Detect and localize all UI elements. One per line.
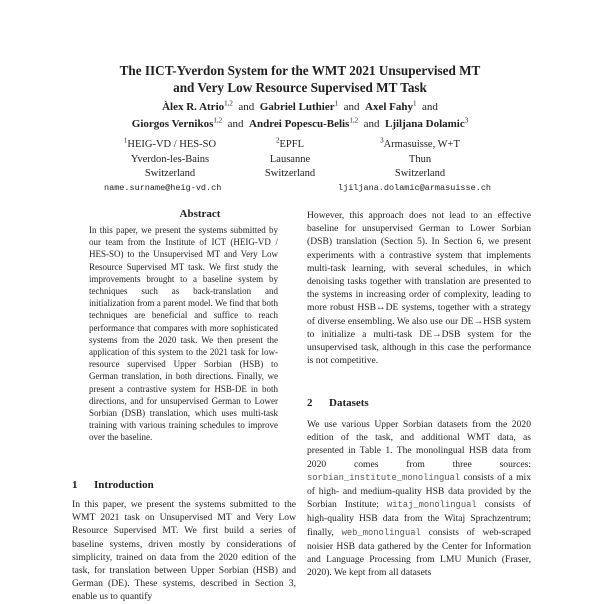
title-line-2: and Very Low Resource Supervised MT Task [173,80,427,95]
introduction-text: In this paper, we present the systems submitted to the WMT 2021 task on Unsupervised MT and Very Low Resource Supervised MT. We first build a series of baseline systems, driven mostly by considerations of simplicity, trained on data from the 2020 edition of the task, for translation between Upper Sorbian (HSB) and German (DE). These systems, described in Section 3, enable us to quantify [72,499,296,603]
dataset-code-2: witaj_monolingual [386,500,477,511]
affiliation-3: $^3$Armasuisse, W+T Thun Switzerland [380,136,460,179]
author-name: Gabriel Luthier [259,101,335,113]
dataset-code-3: web_monolingual [341,527,421,538]
email-1: name.surname@heig-vd.ch [104,183,222,193]
right-column-paragraph: However, this approach does not lead to an effective baseline for unsupervised German to Lower Sorbian (DSB) translation (Section 5). In Section 6, we present experiments with a contrastive system that implements multi-task learning, with several schedules, in which denoising tasks together with translation are presented to the systems in increasing order of complexity, leading to more robust HSB↔DE systems, together with a strategy of diverse ensembling. We also use our DE→HSB system to initialize a multi-task DE→DSB system for the unsupervised task, although in this case the performance is not competitive. [307,210,531,367]
author-name: Ljiljana Dolamic [384,118,465,130]
title-line-1: The IICT-Yverdon System for the WMT 2021 Unsupervised MT [119,63,481,78]
affiliation-1: $^1$HEIG-VD / HES-SO Yverdon-les-Bains Switzerland [123,136,217,179]
author-name: Àlex R. Atrio [162,101,225,113]
affiliation-2: $^2$EPFL Lausanne Switzerland [264,136,316,179]
section-datasets-heading: 2 Datasets [307,397,369,409]
abstract-heading: Abstract [179,208,221,220]
abstract-text: In this paper, we present the systems submitted by our team from the Institute of ICT (HEIG-VD / HES-SO) to the Unsupervised MT and Very Low Resource Supervised MT task. We first study the improvements brought to a baseline system by techniques such as back-translation and initialization from a parent model. We find that both techniques are beneficial and suffice to reach performance that compares with more sophisticated systems from the 2020 task. We then present the application of this system to the 2021 task for low-resource supervised Upper Sorbian (HSB) to German translation, in both directions. Finally, we present a contrastive system for HSB-DE in both directions, and for unsupervised German to Lower Sorbian (DSB) translation, which uses multi-task training with various training schedules to improve over the baseline. [89,225,278,443]
author-name: Axel Fahy [365,101,413,113]
dataset-code-1: sorbian_institute_monolingual [307,472,461,483]
paper-title [60,62,540,96]
datasets-text: We use various Upper Sorbian datasets from the 2020 edition of the task, and additional WMT data, as presented in Table 1. The monolingual HSB data from 2020 comes from three sources: sorbian_institute_monolingual consists of a mix of high- and medium-quality HSB data provided by the Sorbian Institute; witaj_monolingual consists of high-quality HSB data from the Witaj Sprachzentrum; finally, web_monolingual consists of web-scraped noisier HSB data gathered by the Center for Information and Language Processing from LMU Munich (Fraser, 2020). We kept from all datasets [307,419,532,579]
section-introduction-heading: 1 Introduction [72,479,154,491]
author-name: Giorgos Vernikos [131,118,214,130]
email-2: ljiljana.dolamic@armasuisse.ch [338,183,492,193]
author-name: Andrei Popescu-Belis [249,118,350,130]
author-list: Àlex R. Atrio$^{1,2}$ and Gabriel Luthier$^1$ and Axel Fahy$^1$ and Giorgos Vernikos$^{1,2}$ and Andrei Popescu-Belis$^{1,2}$ and Ljiljana Dolamic$^3$ [131,99,469,130]
